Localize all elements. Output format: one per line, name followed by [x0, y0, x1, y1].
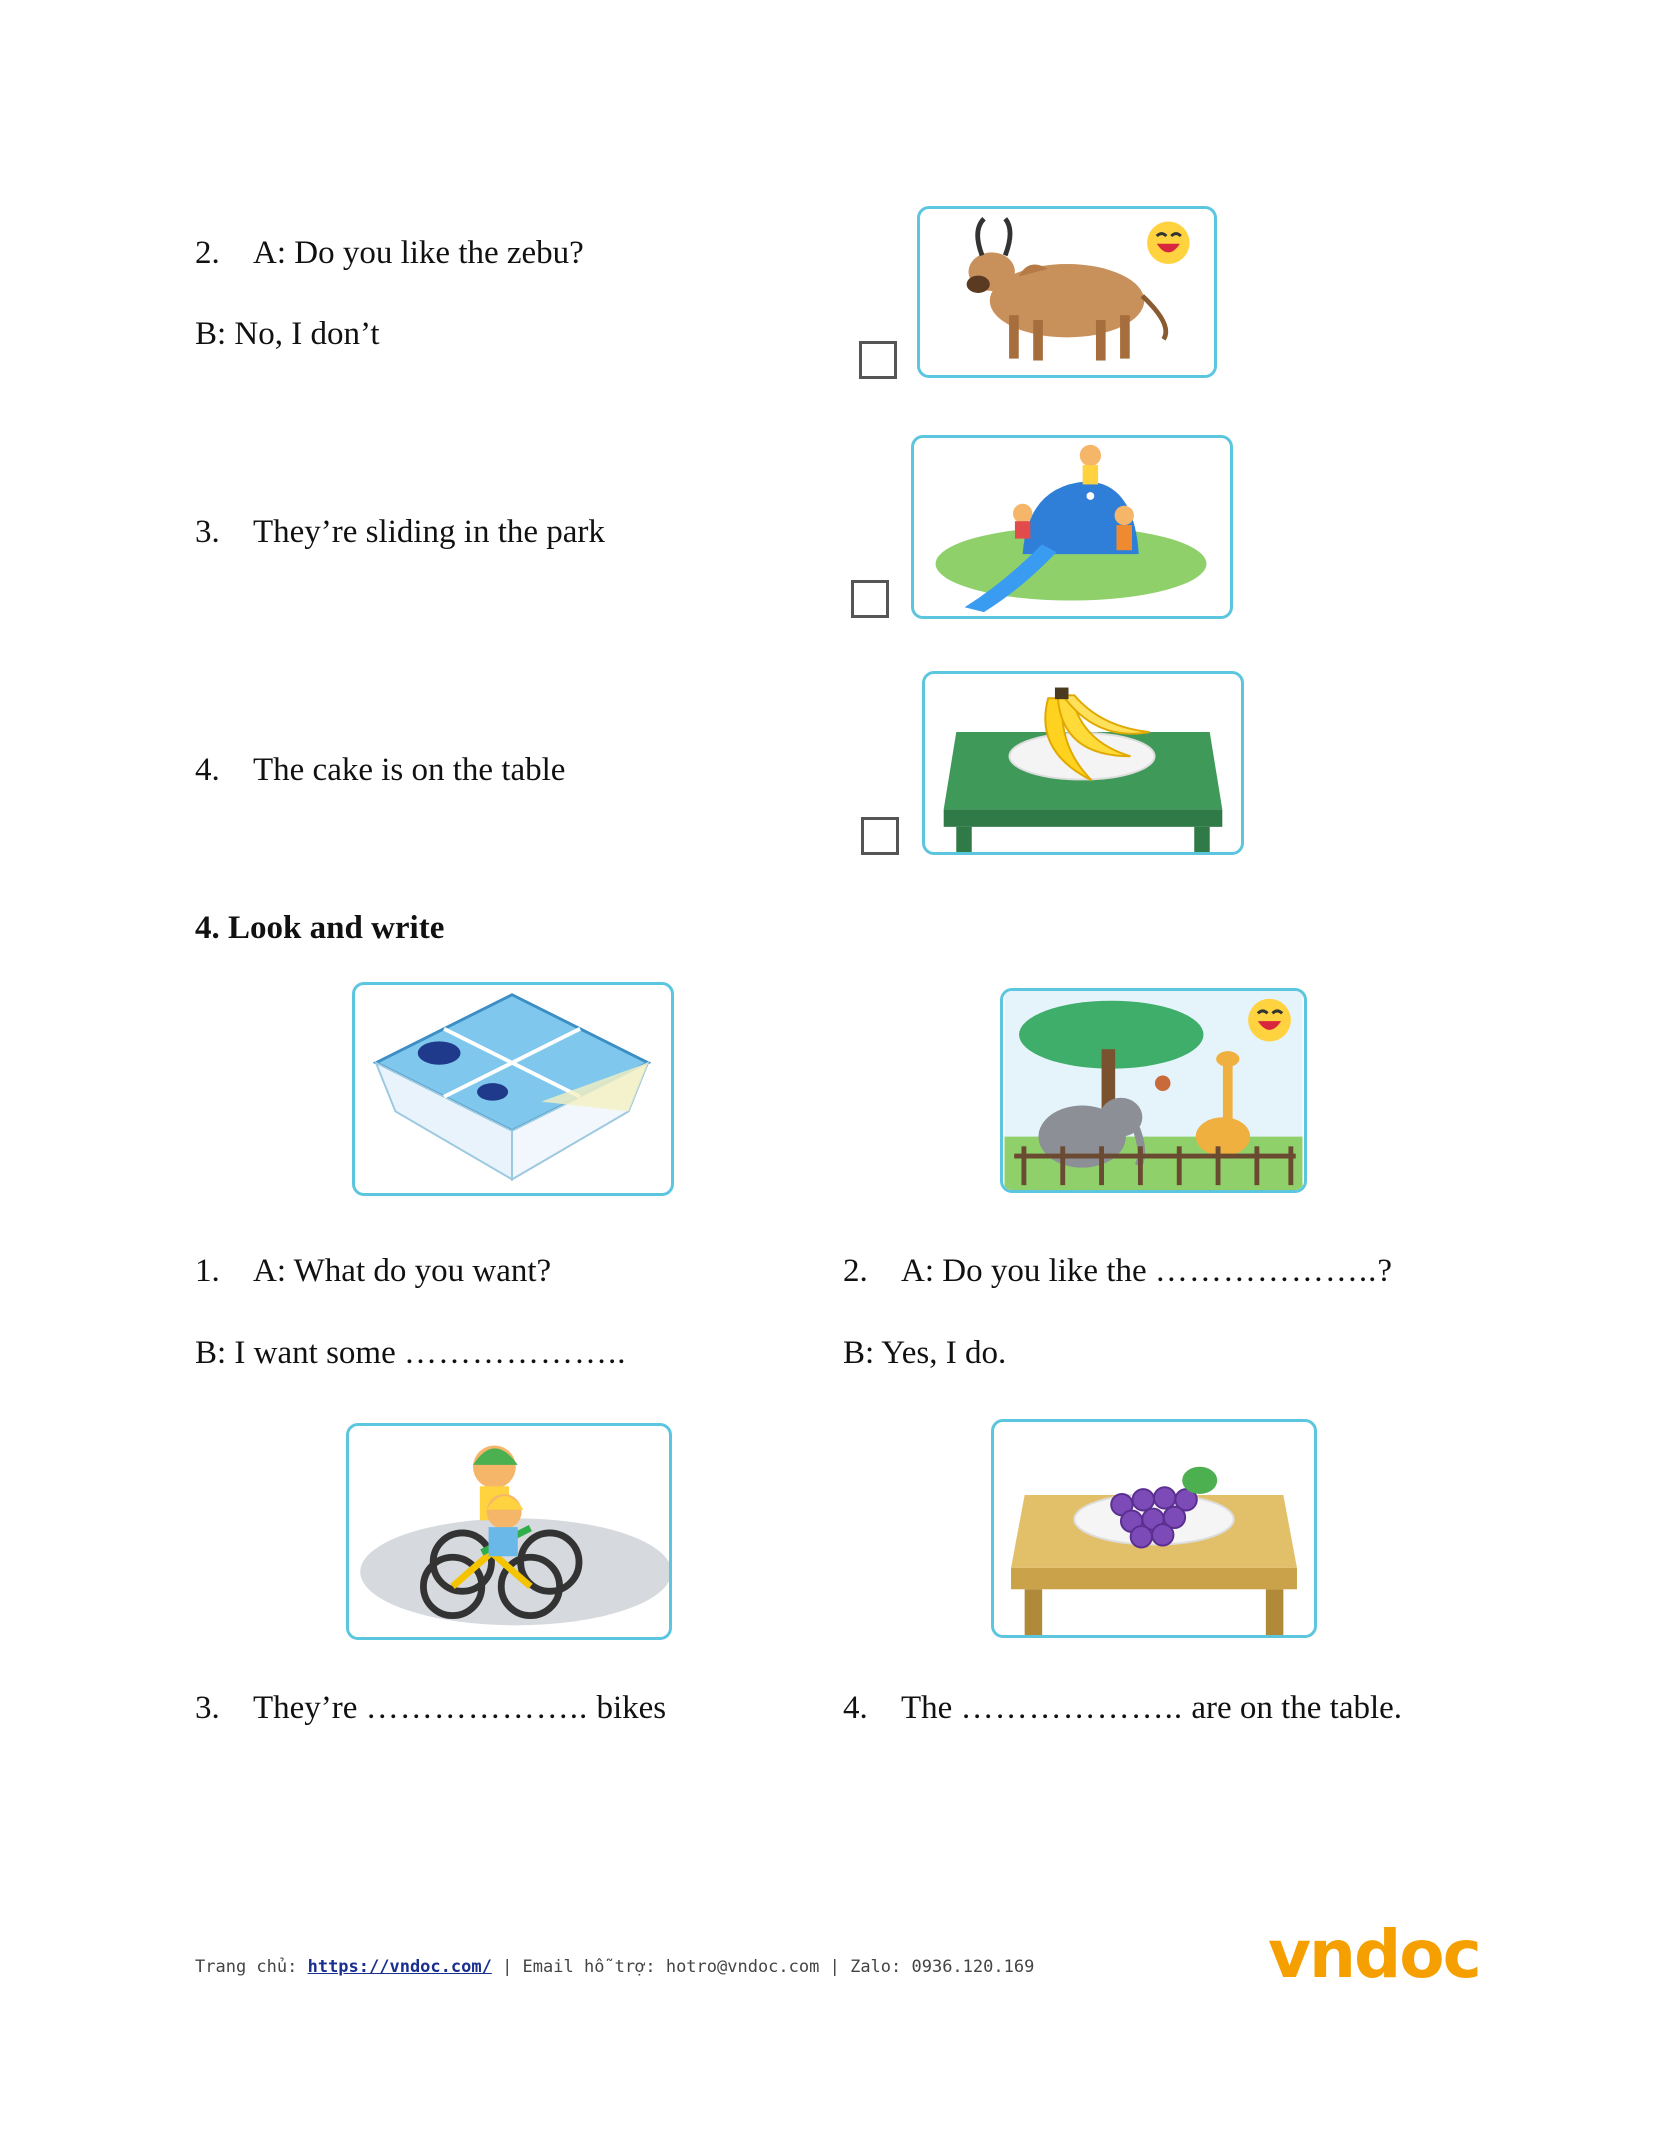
- slide-picture: [911, 435, 1233, 619]
- item-number: 4.: [843, 1690, 868, 1726]
- item-number: 4.: [195, 752, 220, 788]
- grapes-on-table-illustration: [994, 1422, 1314, 1635]
- fill-blank[interactable]: ………………..: [1154, 1253, 1378, 1289]
- answer-checkbox[interactable]: [861, 817, 899, 855]
- fill-blank[interactable]: ………………..: [960, 1690, 1184, 1726]
- footer-zalo: Zalo: 0936.120.169: [850, 1957, 1035, 1977]
- answer-checkbox[interactable]: [851, 580, 889, 618]
- question-line: A: Do you like the ………………..?: [901, 1253, 1393, 1289]
- statement-line: They’re ……………….. bikes: [253, 1690, 667, 1726]
- grapes-picture: [991, 1419, 1317, 1638]
- zebu-picture: [917, 206, 1217, 378]
- item-number: 1.: [195, 1253, 220, 1289]
- zebu-illustration: [920, 209, 1214, 375]
- zoo-animals-illustration: [1003, 991, 1304, 1190]
- section-heading: 4. Look and write: [195, 910, 445, 946]
- footer-email: Email hỗ trợ: hotro@vndoc.com: [522, 1957, 820, 1977]
- answer-line: B: No, I don’t: [195, 316, 380, 352]
- question-line: A: What do you want?: [253, 1253, 552, 1289]
- footer-home-link[interactable]: https://vndoc.com/: [307, 1957, 492, 1977]
- page-footer: Trang chủ: https://vndoc.com/ | Email hỗ trợ: hotro@vndoc.com | Zalo: 0936.120.169: [195, 1957, 1035, 1977]
- fill-blank[interactable]: ………………..: [365, 1690, 589, 1726]
- item-number: 2.: [195, 235, 220, 271]
- children-cycling-illustration: [349, 1426, 669, 1637]
- cycling-picture: [346, 1423, 672, 1640]
- bananas-picture: [922, 671, 1244, 855]
- statement-line: The ……………….. are on the table.: [901, 1690, 1403, 1726]
- happy-face-icon: [1147, 222, 1189, 264]
- footer-home-label: Trang chủ:: [195, 1957, 308, 1977]
- yogurt-illustration: [355, 985, 671, 1193]
- answer-checkbox[interactable]: [859, 341, 897, 379]
- item-number: 2.: [843, 1253, 868, 1289]
- answer-line: B: I want some ………………..: [195, 1335, 627, 1371]
- statement-line: The cake is on the table: [253, 752, 566, 788]
- vndoc-logo: vndoc: [1268, 1916, 1480, 1993]
- item-number: 3.: [195, 514, 220, 550]
- yogurt-picture: [352, 982, 674, 1196]
- fill-blank[interactable]: ………………..: [403, 1335, 627, 1371]
- bananas-on-table-illustration: [925, 674, 1241, 852]
- happy-face-icon: [1248, 999, 1291, 1042]
- answer-line: B: Yes, I do.: [843, 1335, 1007, 1371]
- question-line: A: Do you like the zebu?: [253, 235, 584, 271]
- statement-line: They’re sliding in the park: [253, 514, 605, 550]
- zoo-picture: [1000, 988, 1307, 1193]
- item-number: 3.: [195, 1690, 220, 1726]
- children-slide-illustration: [914, 438, 1230, 616]
